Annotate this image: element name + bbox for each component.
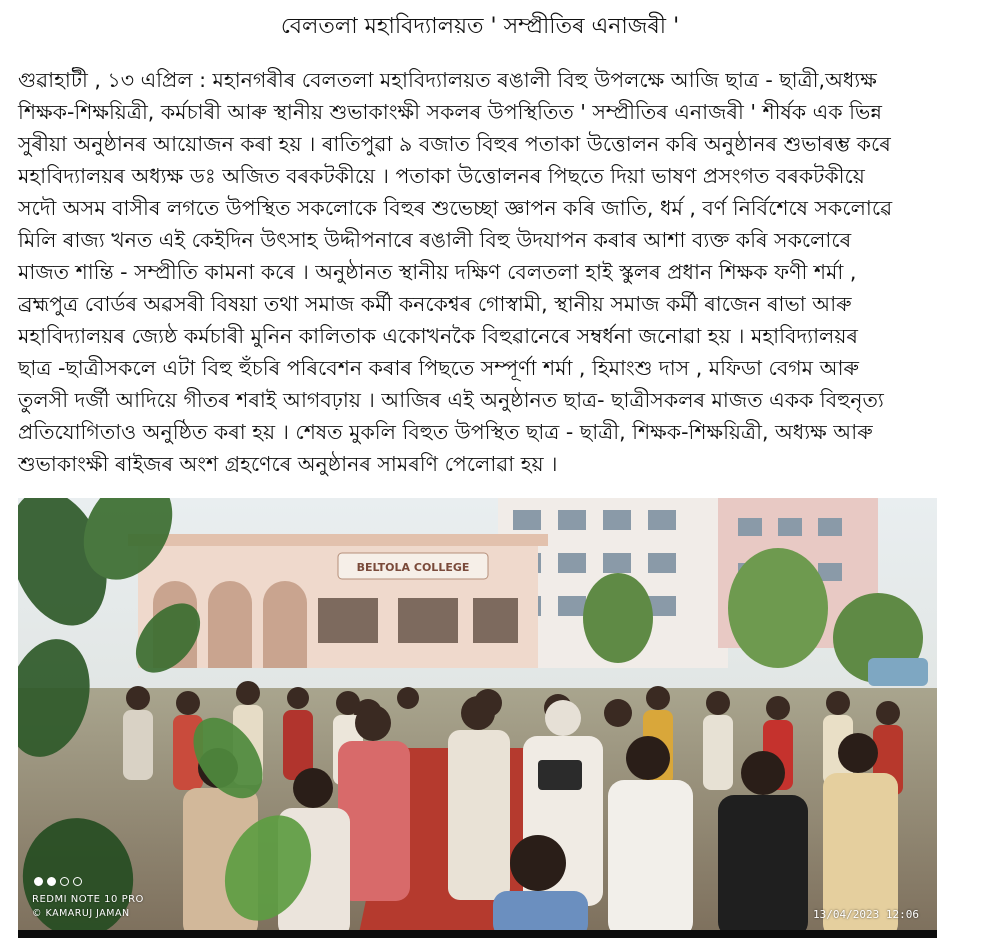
article-body (18, 64, 993, 480)
article-line: মহাবিদ্যালয়ৰ জ্যেষ্ঠ কৰ্মচাৰী মুনিন কালিতাক একোখনকৈ বিহুৱানেৰে সম্বৰ্ধনা জনোৱা হয় । মহাবিদ্যালয়ৰ (18, 324, 858, 348)
event-photo (18, 498, 937, 938)
article-line: সুৰীয়া অনুষ্ঠানৰ আয়োজন কৰা হয় । ৰাতিপুৱা ৯ বজাত বিহুৰ পতাকা উত্তোলন কৰি অনুষ্ঠানৰ শুভাৰম্ভ কৰে (18, 132, 891, 156)
parked-car (868, 658, 928, 686)
article-line: গুৱাহাটী , ১৩ এপ্ৰিল : মহানগৰীৰ বেলতলা মহাবিদ্যালয়ত ৰঙালী বিহু উপলক্ষে আজি ছাত্ৰ - ছাত্ৰী,অধ্যক্ষ (18, 68, 877, 92)
article-line: ব্ৰহ্মপুত্ৰ বোৰ্ডৰ অৱসৰী বিষয়া তথা সমাজ কৰ্মী কনকেশ্বৰ গোস্বামী, স্থানীয় সমাজ কৰ্মী ৰাজেন ৰাভা আৰু (18, 292, 852, 316)
photo-illustration (18, 498, 937, 938)
article-line: প্ৰতিযোগিতাও অনুষ্ঠিত কৰা হয় । শেষত মুকলি বিহুত উপস্থিত ছাত্ৰ - ছাত্ৰী, শিক্ষক-শিক্ষয়িত্ৰী, অধ্যক্ষ আৰু (18, 420, 873, 444)
photographer-watermark: © KAMARUJ JAMAN (32, 908, 130, 919)
article-line: ছাত্ৰ -ছাত্ৰীসকলে এটা বিহু হুঁচৰি পৰিবেশন কৰাৰ পিছতে সম্পূৰ্ণা শৰ্মা , হিমাংশু দাস , মফিডা বেগম আৰু (18, 356, 859, 380)
article-line: মহাবিদ্যালয়ৰ অধ্যক্ষ ডঃ অজিত বৰকটকীয়ে । পতাকা উত্তোলনৰ পিছতে দিয়া ভাষণ প্ৰসংগত বৰকটকীয়ে (18, 164, 865, 188)
article-line: সদৌ অসম বাসীৰ লগতে উপস্থিত সকলোকে বিহুৰ শুভেচ্ছা জ্ঞাপন কৰি জাতি, ধৰ্ম , বৰ্ণ নিৰ্বিশেষে সকলোৱে (18, 196, 893, 220)
camera-model-watermark: REDMI NOTE 10 PRO (32, 894, 144, 905)
photo-timestamp: 13/04/2023 12:06 (813, 908, 919, 921)
camera-page-dots (34, 877, 82, 886)
article-line: শিক্ষক-শিক্ষয়িত্ৰী, কৰ্মচাৰী আৰু স্থানীয় শুভাকাংক্ষী সকলৰ উপস্থিতিত ' সম্প্ৰীতিৰ এনাজৰী ' শীৰ্ষক এক ভিন্ন (18, 100, 882, 124)
article-line: মাজত শান্তি - সম্প্ৰীতি কামনা কৰে । অনুষ্ঠানত স্থানীয় দক্ষিণ বেলতলা হাই স্কুলৰ প্ৰধান শিক্ষক ফণী শৰ্মা , (18, 260, 857, 284)
article-line: তুলসী দৰ্জী আদিয়ে গীতৰ শৰাই আগবঢ়ায় । আজিৰ এই অনুষ্ঠানত ছাত্ৰ- ছাত্ৰীসকলৰ মাজত একক বিহুনৃত্য (18, 388, 884, 412)
article-line: মিলি ৰাজ্য খনত এই কেইদিন উৎসাহ উদ্দীপনাৰে ৰঙালী বিহু উদযাপন কৰাৰ আশা ব্যক্ত কৰি সকলোৰে (18, 228, 852, 252)
college-sign: BELTOLA COLLEGE (356, 561, 470, 574)
article-line: শুভাকাংক্ষী ৰাইজৰ অংশ গ্ৰহণেৰে অনুষ্ঠানৰ সামৰণি পেলোৱা হয় । (18, 452, 558, 476)
headline: বেলতলা মহাবিদ্যালয়ত ' সম্প্ৰীতিৰ এনাজৰী ' (280, 14, 680, 39)
